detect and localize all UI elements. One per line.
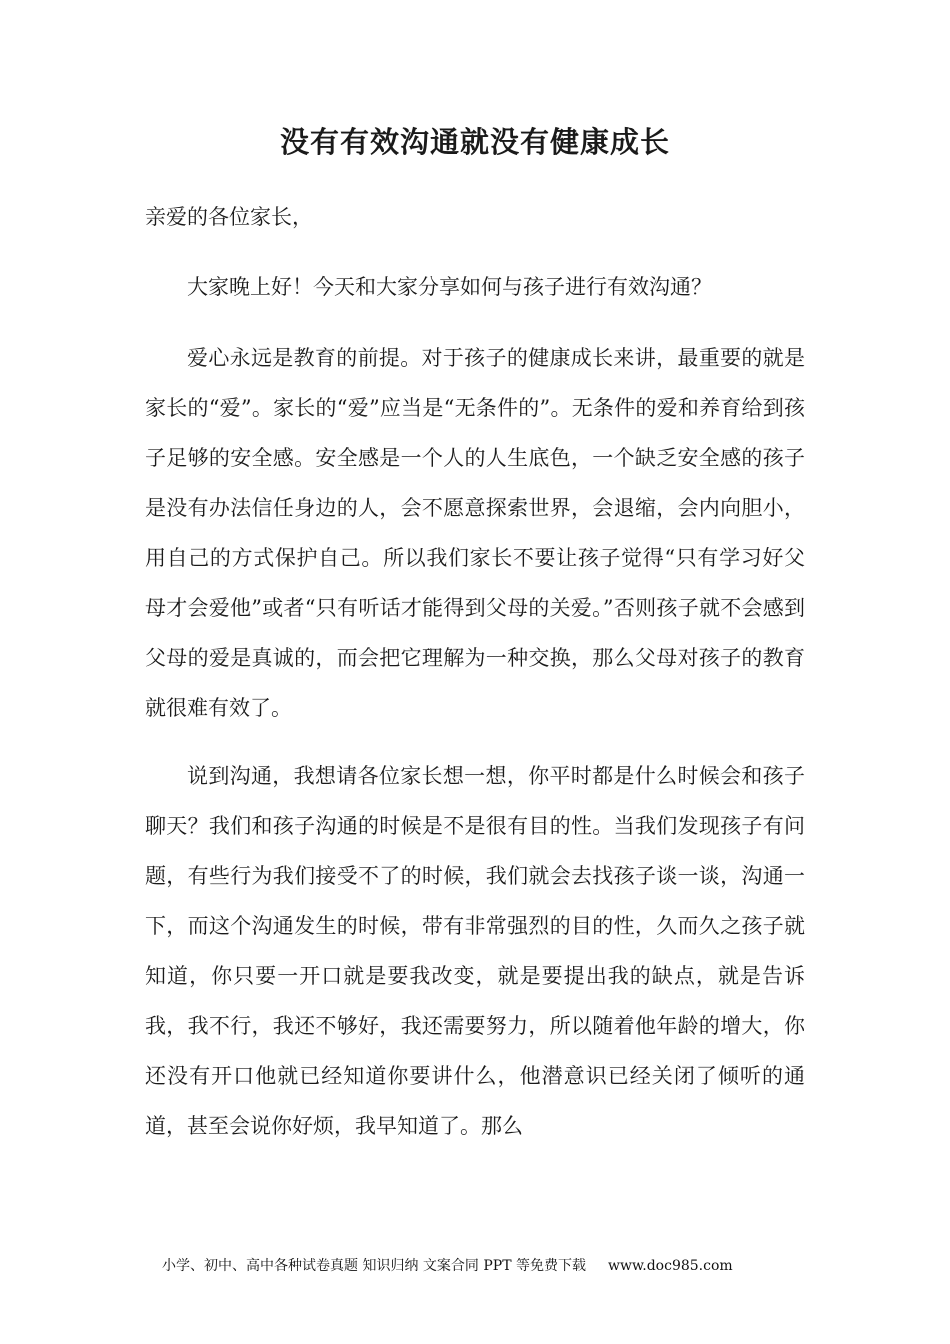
footer-text: 小学、初中、高中各种试卷真题 知识归纳 文案合同 PPT 等免费下载 [162, 1258, 586, 1274]
document-title: 没有有效沟通就没有健康成长 [279, 125, 670, 159]
page-footer [162, 1255, 733, 1275]
footer-url[interactable]: www.doc985.com [607, 1258, 733, 1274]
paragraph-greeting: 大家晚上好！今天和大家分享如何与孩子进行有效沟通？ [187, 275, 712, 299]
paragraph-communication: 说到沟通，我想请各位家长想一想，你平时都是什么时候会和孩子聊天？我们和孩子沟通的时候是不是很有目的性。当我们发现孩子有问题，有些行为我们接受不了的时候，我们就会去找孩子谈一谈，沟通一下，而这个沟通发生的时候，带有非常强烈的目的性，久而久之孩子就知道，你只要一开口就是要我改变，就是要提出我的缺点，就是告诉我，我不行，我还不够好，我还需要努力，所以随着他年龄的增大，你还没有开口他就已经知道你要讲什么，他潜意识已经关闭了倾听的通道，甚至会说你好烦，我早知道了。那么 [145, 764, 805, 1138]
salutation: 亲爱的各位家长， [145, 205, 313, 229]
paragraph-love: 爱心永远是教育的前提。对于孩子的健康成长来讲，最重要的就是家长的“爱”。家长的“爱”应当是“无条件的”。无条件的爱和养育给到孩子足够的安全感。安全感是一个人的人生底色，一个缺乏安全感的孩子是没有办法信任身边的人，会不愿意探索世界，会退缩，会内向胆小，用自己的方式保护自己。所以我们家长不要让孩子觉得“只有学习好父母才会爱他”或者“只有听话才能得到父母的关爱。”否则孩子就不会感到父母的爱是真诚的，而会把它理解为一种交换，那么父母对孩子的教育就很难有效了。 [145, 346, 805, 720]
